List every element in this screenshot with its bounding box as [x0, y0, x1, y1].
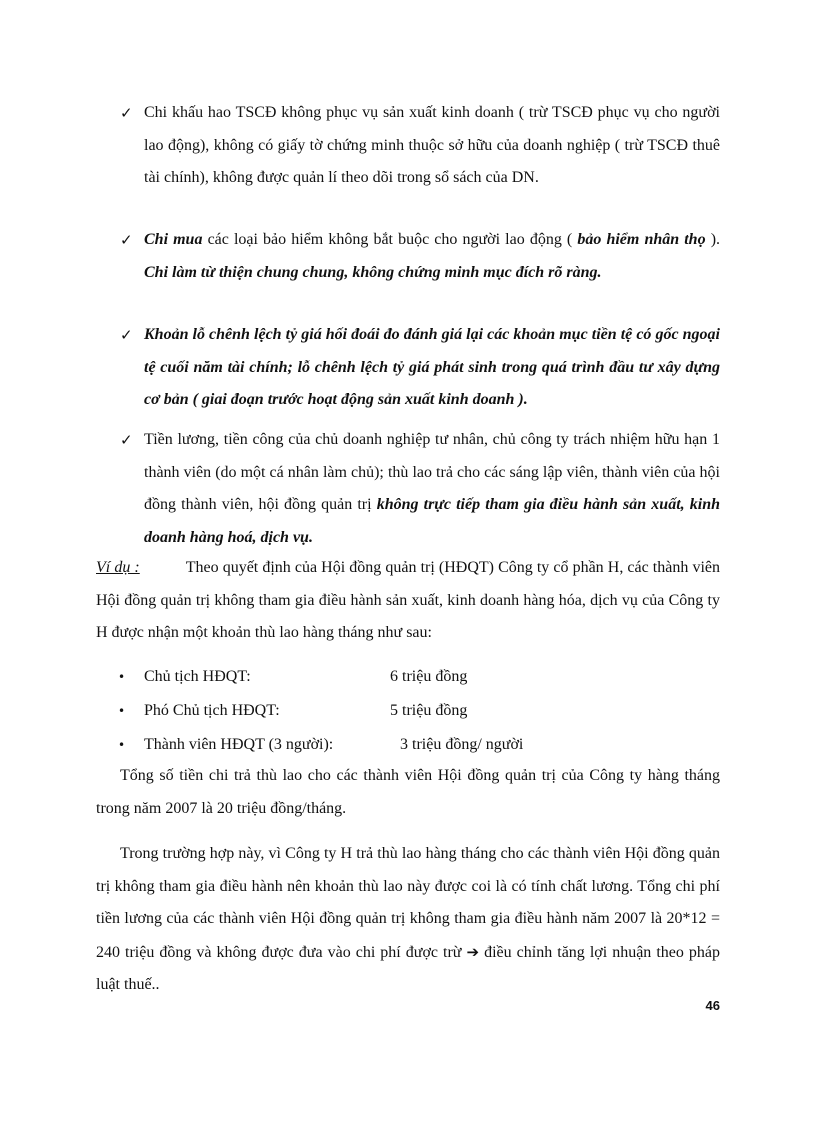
total-paragraph: Tổng số tiền chi trả thù lao cho các thành viên Hội đồng quản trị của Công ty hàng tháng trong năm 2007 là 20 triệu đồng/tháng. — [96, 767, 720, 817]
compensation-amount: 5 triệu đồng — [390, 702, 468, 719]
check-mark-icon: ✓ — [120, 231, 133, 249]
bullet-icon: • — [118, 704, 126, 718]
compensation-role: Chủ tịch HĐQT: — [144, 668, 251, 685]
example-label: Ví dụ : — [96, 559, 140, 576]
page-number: 46 — [705, 998, 720, 1013]
check-item-insurance — [120, 224, 720, 289]
check-item-depreciation — [120, 97, 720, 195]
plain-phrase: Tiền lương, tiền công của chủ doanh nghiệp tư nhân, chủ công ty trách nhiệm hữu hạn 1 thành viên (do một cá nhân làm chủ); thù lao trả cho các sáng lập viên, thành viên của hội đồng thành viên, hội đồng quản trị — [144, 431, 720, 513]
conclusion-text: Trong trường hợp này, vì Công ty H trả thù lao hàng tháng cho các thành viên Hội đồng quản trị không tham gia điều hành nên khoản thù lao này được coi là có tính chất lương. Tổng chi phí tiền lương của các thành viên Hội đồng quản trị không tham gia điều hành năm 2007 là 20*12 = 240 triệu đồng và không được đưa vào chi phí được trừ — [96, 845, 720, 961]
check-item-salary — [120, 424, 720, 554]
bullet-icon: • — [118, 670, 126, 684]
example-paragraph — [96, 552, 720, 650]
compensation-amount: 6 triệu đồng — [390, 668, 468, 685]
check-mark-icon: ✓ — [120, 431, 133, 449]
conclusion-text-after-arrow: điều chỉnh tăng lợi nhuận theo pháp luật thuế.. — [96, 943, 720, 993]
compensation-amount: 3 triệu đồng/ người — [400, 736, 524, 753]
conclusion-paragraph — [96, 838, 720, 1002]
example-text: Theo quyết định của Hội đồng quản trị (HĐQT) Công ty cổ phần H, các thành viên Hội đồng quản trị không tham gia điều hành sản xuất, kinh doanh hàng hóa, dịch vụ của Công ty H được nhận một khoản thù lao hàng tháng như sau: — [96, 559, 720, 641]
compensation-role: Phó Chủ tịch HĐQT: — [144, 702, 280, 719]
compensation-role: Thành viên HĐQT (3 người): — [144, 736, 334, 753]
bullet-icon: • — [118, 738, 126, 752]
bold-phrase: không trực tiếp tham gia điều hành sản xuất, kinh doanh hàng hoá, dịch vụ. — [144, 496, 721, 546]
check-mark-icon: ✓ — [120, 326, 133, 344]
bold-phrase: Chi mua — [144, 231, 203, 248]
check-item-text: Khoản lỗ chênh lệch tỷ giá hối đoái đo đánh giá lại các khoản mục tiền tệ có gốc ngoại tệ cuối năm tài chính; lỗ chênh lệch tỷ giá phát sinh trong quá trình đầu tư xây dựng cơ bản ( giai đoạn trước hoạt động sản xuất kinh doanh ). — [144, 326, 720, 408]
bold-phrase: bảo hiểm nhân thọ — [577, 231, 706, 248]
check-mark-icon: ✓ — [120, 104, 133, 122]
plain-phrase: các loại bảo hiểm không bắt buộc cho người lao động ( — [202, 231, 578, 248]
check-item-exchange-loss — [120, 319, 720, 417]
bold-phrase: Chi làm từ thiện chung chung, không chứng minh mục đích rõ ràng. — [144, 263, 602, 281]
check-item-text: Chi khấu hao TSCĐ không phục vụ sản xuất kinh doanh ( trừ TSCĐ phục vụ cho người lao động), không có giấy tờ chứng minh thuộc sở hữu của doanh nghiệp ( trừ TSCĐ thuê tài chính), không được quản lí theo dõi trong sổ sách của DN. — [144, 104, 720, 186]
check-item-text — [144, 424, 720, 554]
plain-phrase: ). — [705, 231, 721, 248]
check-item-text — [144, 224, 720, 289]
arrow-right-icon: ➔ — [466, 942, 480, 961]
